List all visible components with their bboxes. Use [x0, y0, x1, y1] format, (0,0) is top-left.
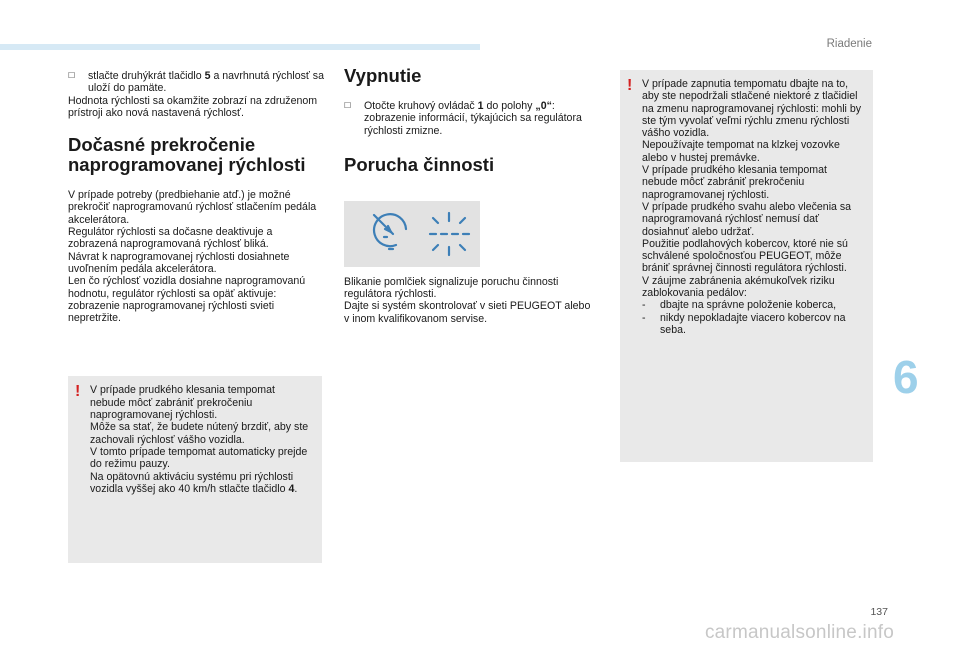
dash-item-text: dbajte na správne položenie koberca, — [660, 299, 837, 312]
column-middle — [344, 66, 596, 325]
dash-marker: - — [642, 299, 646, 312]
warning-line: V prípade prudkého svahu alebo vlečenia sa naprogramovaná rýchlosť nemusí dať dosiahnuť alebo udržať. — [642, 200, 852, 238]
body-docasne — [68, 189, 324, 324]
header-accent-bar — [0, 44, 480, 50]
warning-line: V prípade zapnutia tempomatu dbajte na to, aby ste nepodržali stlačené niektoré z tlačidiel na zmenu naprogramovanej rýchlosti: mohli by ste tým vyvolať veľmi rýchlu zmenu rýchlosti vášho vozidla. — [642, 78, 862, 140]
page-number: 137 — [870, 606, 888, 618]
warning-line: Nepoužívajte tempomat na klzkej vozovke alebo v hustej premávke. — [642, 139, 840, 164]
warning-line: Môže sa stať, že budete nútený brzdiť, aby ste zachovali rýchlosť vášho vozidla. — [90, 421, 309, 446]
exclamation-icon: ! — [75, 383, 81, 401]
warning-box-left — [68, 376, 322, 563]
warning-line: V tomto prípade tempomat automaticky prejde do režimu pauzy. — [90, 445, 308, 471]
dash-list-item — [642, 299, 863, 311]
dash-list-item — [642, 312, 863, 337]
bullet-vypnutie — [344, 100, 596, 137]
docasne-line: Návrat k naprogramovanej rýchlosti dosiahnete uvoľnením pedála akcelerátora. — [68, 250, 290, 275]
spacer — [68, 324, 324, 376]
warning-line: Použitie podlahových kobercov, ktoré nie sú schválené spoločnosťou PEUGEOT, môže brániť správnej činnosti regulátora rýchlosti. — [642, 237, 848, 275]
bullet-step — [68, 70, 324, 95]
docasne-line: V prípade potreby (predbiehanie atď.) je možné prekročiť naprogramovanú rýchlosť stlačením pedála akcelerátora. — [68, 189, 317, 226]
warning-line-text: Na opätovnú aktiváciu systému pri rýchlosti vozidla vyššej ako 40 km/h stlačte tlačidlo 4. — [90, 470, 298, 495]
exclamation-icon: ! — [627, 77, 633, 94]
warning-line: V záujme zabránenia akémukoľvek riziku zablokovania pedálov: — [642, 274, 835, 300]
speed-limiter-fault-icon — [344, 201, 480, 267]
para-step: Hodnota rýchlosti sa okamžite zobrazí na združenom prístroji ako nová nastavená rýchlosť. — [68, 94, 318, 119]
warning-line: V prípade prudkého klesania tempomat nebude môcť zabrániť prekročeniu naprogramovanej rýchlosti. — [90, 384, 275, 422]
dash-marker: - — [642, 311, 646, 324]
speedo-fault-svg — [344, 201, 480, 267]
heading-vypnutie: Vypnutie — [344, 65, 422, 86]
warning-line: V prípade prudkého klesania tempomat nebude môcť zabrániť prekročeniu naprogramovanej rýchlosti. — [642, 164, 827, 201]
docasne-line: Regulátor rýchlosti sa dočasne deaktivuje a zobrazená naprogramovaná rýchlosť bliká. — [68, 226, 273, 251]
watermark: carmanualsonline.info — [704, 622, 894, 643]
warning-line — [90, 471, 312, 496]
bullet-vypnutie-text: Otočte kruhový ovládač 1 do polohy „0“: zobrazenie informácií, týkajúcich sa regulátora rýchlosti zmizne. — [364, 100, 582, 137]
heading-porucha: Porucha činnosti — [344, 153, 495, 175]
bullet-step-text: stlačte druhýkrát tlačidlo 5 a navrhnutá rýchlosť sa uloží do pamäte. — [88, 70, 325, 95]
chapter-number: 6 — [893, 351, 919, 403]
heading-docasne: Dočasné prekročenie naprogramovanej rýchlosti — [68, 134, 306, 176]
column-left — [68, 70, 324, 563]
warning-box-right — [620, 70, 873, 462]
docasne-line: Len čo rýchlosť vozidla dosiahne naprogramovanú hodnotu, regulátor rýchlosti sa opäť aktivuje: zobrazenie naprogramovanej rýchlosti svieti nepretržite. — [68, 275, 306, 325]
section-title: Riadenie — [826, 38, 872, 50]
porucha-line: Dajte si systém skontrolovať v sieti PEUGEOT alebo v inom kvalifikovanom servise. — [344, 300, 591, 325]
dash-item-text: nikdy nepokladajte viacero kobercov na seba. — [660, 311, 846, 336]
porucha-line: Blikanie pomlčiek signalizuje poruchu činnosti regulátora rýchlosti. — [344, 275, 559, 301]
